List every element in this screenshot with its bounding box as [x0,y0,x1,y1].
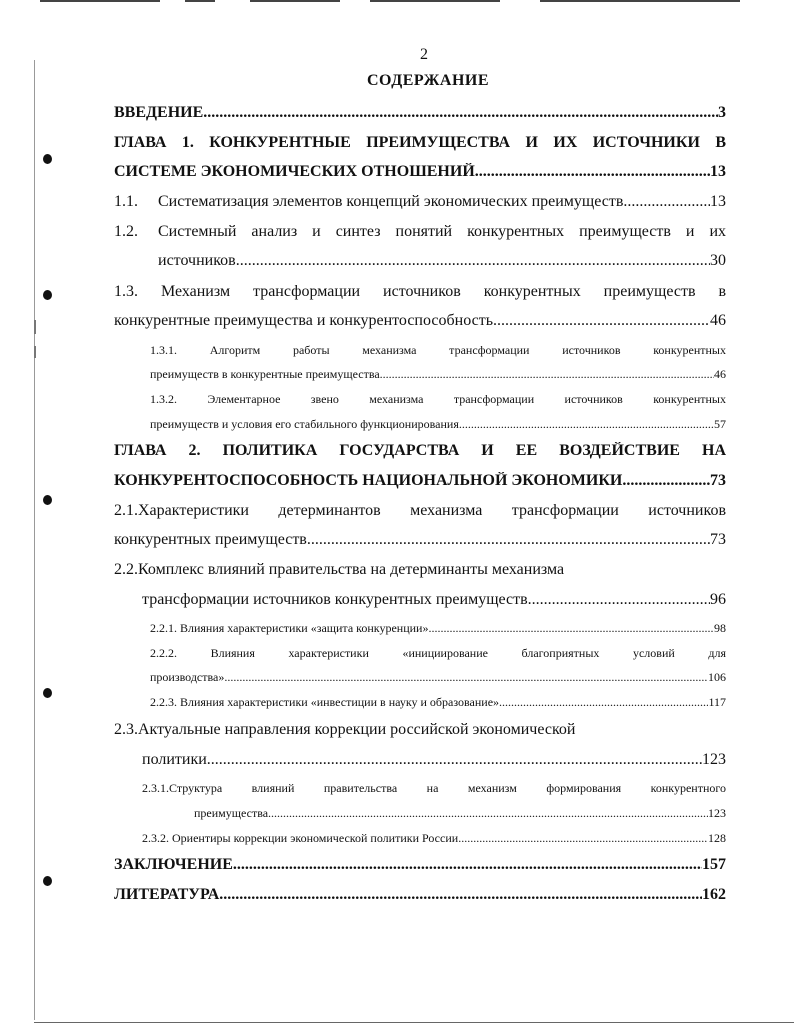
toc-entry-page: 30 [710,252,726,269]
toc-entry-page: 46 [714,367,726,381]
toc-entry-page: 106 [708,670,726,684]
dot-leader [219,886,702,904]
dot-leader [623,193,710,211]
dot-leader [203,104,718,122]
dot-leader [380,367,714,382]
toc-entry-text: 2.2.3. Влияния характеристики «инвестиции в науку и образование» [150,695,500,709]
toc-entry-page: 123 [708,806,726,820]
toc-entry-text: конкурентных преимуществ [114,531,307,548]
toc-entry-page: 46 [710,312,726,329]
toc-entry-text: ЗАКЛЮЧЕНИЕ [114,856,233,873]
toc-entry-1-2-line1[interactable] [114,223,726,241]
toc-entry-text: ВВЕДЕНИЕ [114,104,204,121]
page-number: 2 [420,46,428,63]
toc-entry-page: 123 [702,751,726,768]
toc-entry-2-1[interactable] [114,531,726,549]
toc-entry-1-3-2-line1[interactable]: 1.3.2. Элементарное звено механизма трансформации источников конкурентных [150,392,726,406]
toc-entry-2-3-1[interactable] [194,806,726,821]
scan-edge-mark [185,0,215,2]
scan-bottom-edge [34,1022,794,1023]
toc-entry-text: преимущества [194,806,269,820]
toc-entry-text: СИСТЕМЕ ЭКОНОМИЧЕСКИХ ОТНОШЕНИЙ [114,163,475,180]
toc-entry-page: 96 [710,591,726,608]
toc-entry-conclusion[interactable] [114,856,726,874]
dot-leader [268,806,708,821]
dot-leader [475,163,710,181]
toc-entry-text: Системный анализ и синтез понятий конкурентных преимуществ и их [158,223,726,240]
toc-entry-2-3[interactable] [142,751,726,769]
toc-entry-chapter-1-line1[interactable]: ГЛАВА 1. КОНКУРЕНТНЫЕ ПРЕИМУЩЕСТВА И ИХ ИСТОЧНИКИ В [114,134,726,151]
toc-entry-chapter-1[interactable] [114,163,726,181]
toc-entry-literature[interactable] [114,886,726,904]
toc-entry-1-2[interactable] [158,252,726,270]
toc-entry-text: Систематизация элементов концепций экономических преимуществ [158,193,624,210]
toc-entry-page: 73 [710,472,726,489]
toc-entry-1-3[interactable] [114,312,726,330]
toc-entry-text: источников [158,252,236,269]
scan-left-edge [34,60,35,1020]
toc-entry-2-1-line1[interactable]: 2.1.Характеристики детерминантов механизма трансформации источников [114,502,726,519]
dot-leader [493,312,710,330]
scan-tick-mark [34,346,36,358]
toc-entry-2-2[interactable] [142,591,726,609]
toc-entry-page: 13 [710,163,726,180]
toc-entry-1-1[interactable] [114,193,726,211]
toc-entry-number: 1.1. [114,193,138,210]
punch-hole-mark [43,290,52,300]
toc-entry-2-2-2-line1[interactable]: 2.2.2. Влияния характеристики «инициирование благоприятных условий для [150,646,726,660]
toc-entry-2-2-1[interactable] [150,621,726,636]
toc-entry-text: преимуществ и условия его стабильного функционирования [150,417,459,431]
toc-entry-1-3-1[interactable] [150,367,726,382]
toc-entry-page: 162 [702,886,726,903]
dot-leader [233,856,702,874]
dot-leader [307,531,710,549]
toc-entry-text: конкурентные преимущества и конкурентоспособность [114,312,493,329]
toc-entry-number: 1.2. [114,223,138,240]
toc-entry-text: преимуществ в конкурентные преимущества [150,367,380,381]
toc-entry-page: 13 [710,193,726,210]
toc-entry-2-2-3[interactable] [150,695,726,710]
toc-entry-2-2-2[interactable] [150,670,726,685]
toc-entry-page: 117 [708,695,726,709]
dot-leader [458,831,708,846]
punch-hole-mark [43,154,52,164]
toc-entry-2-3-2[interactable] [142,831,726,846]
toc-entry-1-3-2[interactable] [150,417,726,432]
dot-leader [428,621,714,636]
dot-leader [528,591,710,609]
page-title: СОДЕРЖАНИЕ [366,72,490,89]
punch-hole-mark [43,495,52,505]
toc-entry-text: производства» [150,670,225,684]
dot-leader [622,472,710,490]
toc-entry-page: 3 [718,104,726,121]
toc-entry-chapter-2[interactable] [114,472,726,490]
toc-entry-1-3-1-line1[interactable]: 1.3.1. Алгоритм работы механизма трансформации источников конкурентных [150,343,726,357]
dot-leader [236,252,710,270]
dot-leader [499,695,708,710]
dot-leader [207,751,702,769]
toc-entry-2-3-1-line1[interactable]: 2.3.1.Структура влияний правительства на механизм формирования конкурентного [142,781,726,795]
toc-entry-page: 57 [714,417,726,431]
toc-entry-text: трансформации источников конкурентных преимуществ [142,591,528,608]
toc-entry-2-3-line1[interactable]: 2.3.Актуальные направления коррекции российской экономической [114,721,576,738]
scan-edge-mark [370,0,500,2]
toc-entry-introduction[interactable] [114,104,726,122]
toc-entry-text: 2.3.2. Ориентиры коррекции экономической политики России [142,831,459,845]
punch-hole-mark [43,688,52,698]
toc-entry-text: КОНКУРЕНТОСПОСОБНОСТЬ НАЦИОНАЛЬНОЙ ЭКОНОМИКИ [114,472,623,489]
scan-edge-mark [40,0,160,2]
dot-leader [459,417,714,432]
dot-leader [224,670,708,685]
scan-tick-mark [34,320,36,334]
scan-edge-mark [250,0,340,2]
toc-entry-text: 2.2.1. Влияния характеристики «защита конкуренции» [150,621,429,635]
toc-entry-text: политики [142,751,207,768]
toc-entry-chapter-2-line1[interactable]: ГЛАВА 2. ПОЛИТИКА ГОСУДАРСТВА И ЕЕ ВОЗДЕЙСТВИЕ НА [114,442,726,459]
toc-entry-text: ЛИТЕРАТУРА [114,886,220,903]
toc-entry-1-3-line1[interactable]: 1.3. Механизм трансформации источников конкурентных преимуществ в [114,283,726,300]
toc-entry-page: 128 [708,831,726,845]
toc-entry-page: 73 [710,531,726,548]
toc-entry-page: 98 [714,621,726,635]
scan-edge-mark [540,0,740,2]
punch-hole-mark [43,876,52,886]
toc-entry-page: 157 [702,856,726,873]
toc-entry-2-2-line1[interactable]: 2.2.Комплекс влияний правительства на детерминанты механизма [114,561,565,578]
